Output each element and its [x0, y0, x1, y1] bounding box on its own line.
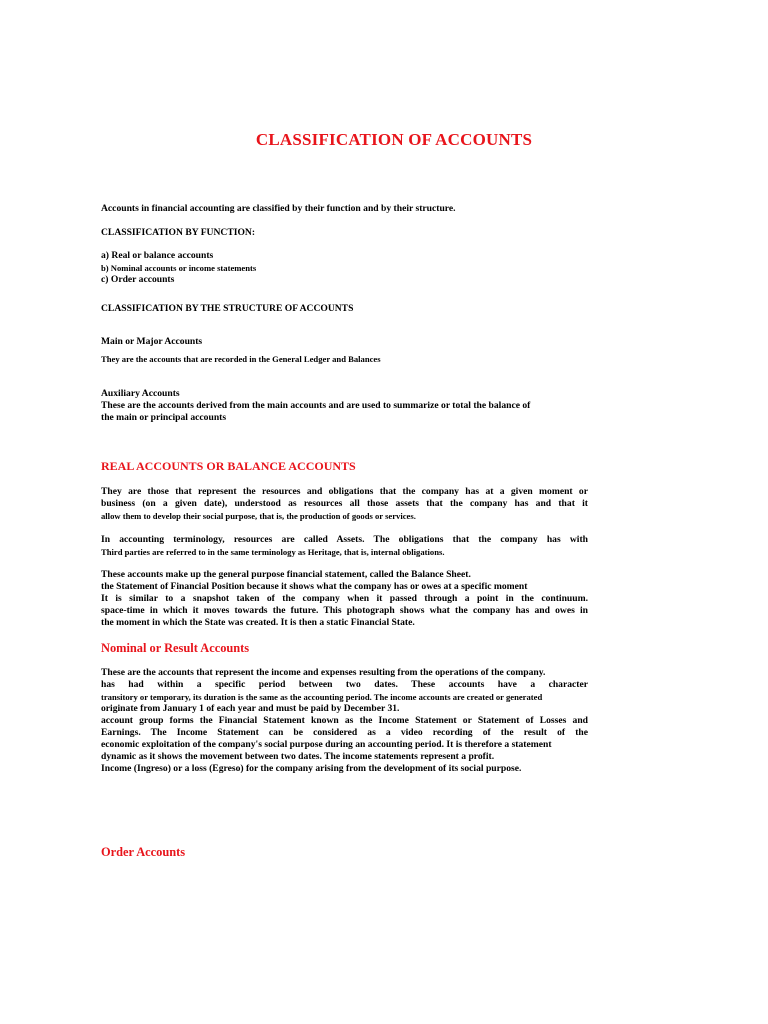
nominal-line: transitory or temporary, its duration is the same as the accounting period. The income accounts are created or generated	[101, 692, 543, 702]
auxiliary-accounts-title: Auxiliary Accounts	[101, 388, 180, 399]
real-p1-line: business (on a given date), understood as resources all those assets that the company has and that it	[101, 498, 588, 509]
function-item-a: a) Real or balance accounts	[101, 250, 214, 261]
real-p3-line: It is similar to a snapshot taken of the company when it passed through a point in the continuum.	[101, 593, 588, 604]
function-heading: CLASSIFICATION BY FUNCTION:	[101, 227, 256, 238]
real-p3-line: space-time in which it moves towards the future. This photograph shows what the company has and owes in	[101, 605, 588, 616]
function-item-b: b) Nominal accounts or income statements	[101, 263, 257, 273]
real-p3-line: These accounts make up the general purpose financial statement, called the Balance Sheet.	[101, 569, 471, 580]
nominal-line: originate from January 1 of each year and must be paid by December 31.	[101, 703, 400, 714]
nominal-line: account group forms the Financial Statement known as the Income Statement or Statement of Losses and	[101, 715, 588, 726]
real-p3-line: the Statement of Financial Position because it shows what the company has or owes at a specific moment	[101, 581, 528, 592]
intro-text: Accounts in financial accounting are classified by their function and by their structure.	[101, 203, 456, 214]
nominal-line: has had within a specific period between two dates. These accounts have a character	[101, 679, 588, 690]
function-item-c: c) Order accounts	[101, 274, 175, 285]
order-accounts-heading: Order Accounts	[101, 845, 186, 859]
real-p3-line: the moment in which the State was created. It is then a static Financial State.	[101, 617, 415, 628]
nominal-line: dynamic as it shows the movement between two dates. The income statements represent a profit.	[101, 751, 495, 762]
nominal-line: Income (Ingreso) or a loss (Egreso) for the company arising from the development of its social purpose.	[101, 763, 522, 774]
main-accounts-title: Main or Major Accounts	[101, 336, 203, 347]
structure-heading: CLASSIFICATION BY THE STRUCTURE OF ACCOUNTS	[101, 303, 354, 314]
document-title: CLASSIFICATION OF ACCOUNTS	[255, 130, 533, 149]
auxiliary-desc-line: These are the accounts derived from the main accounts and are used to summarize or total the balance of	[101, 400, 531, 411]
real-p1-line: allow them to develop their social purpose, that is, the production of goods or services.	[101, 511, 416, 521]
real-p1-line: They are those that represent the resources and obligations that the company has at a given moment or	[101, 486, 588, 497]
nominal-line: Earnings. The Income Statement can be considered as a video recording of the result of the	[101, 727, 588, 738]
real-p2-line: In accounting terminology, resources are called Assets. The obligations that the company has with	[101, 534, 588, 545]
main-accounts-desc: They are the accounts that are recorded in the General Ledger and Balances	[101, 354, 381, 364]
nominal-line: economic exploitation of the company's social purpose during an accounting period. It is therefore a statement	[101, 739, 552, 750]
nominal-accounts-heading: Nominal or Result Accounts	[101, 641, 250, 655]
auxiliary-desc-line: the main or principal accounts	[101, 412, 227, 423]
nominal-line: These are the accounts that represent the income and expenses resulting from the operations of the company.	[101, 667, 546, 678]
real-p2-line: Third parties are referred to in the same terminology as Heritage, that is, internal obligations.	[101, 547, 445, 557]
real-accounts-heading: REAL ACCOUNTS OR BALANCE ACCOUNTS	[101, 459, 356, 473]
